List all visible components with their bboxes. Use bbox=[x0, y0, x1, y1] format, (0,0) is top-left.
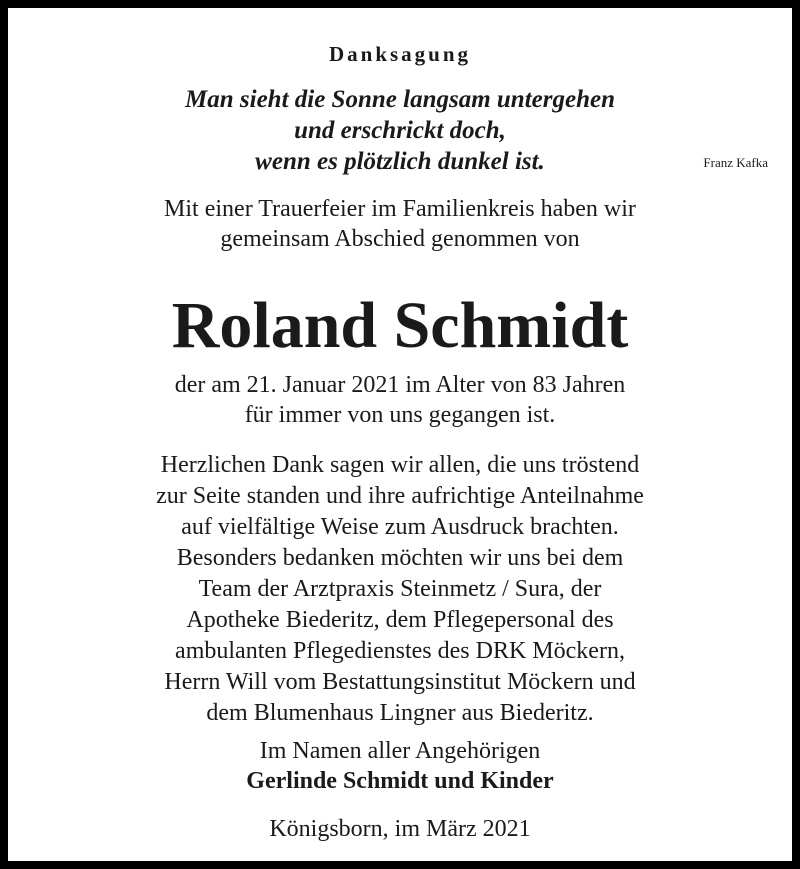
thanks-line-7: ambulanten Pflegedienstes des DRK Möckern, bbox=[175, 638, 625, 664]
thanks-line-1: Herzlichen Dank sagen wir allen, die uns tröstend bbox=[160, 452, 640, 478]
heading: Danksagung bbox=[328, 42, 472, 66]
thanks-line-2: zur Seite standen und ihre aufrichtige Anteilnahme bbox=[156, 483, 644, 509]
death-info-line-1: der am 21. Januar 2021 im Alter von 83 Jahren bbox=[174, 372, 626, 398]
thanks-line-8: Herrn Will vom Bestattungsinstitut Möckern und bbox=[164, 669, 636, 695]
thanks-line-6: Apotheke Biederitz, dem Pflegepersonal des bbox=[186, 607, 614, 633]
quote-line-1: Man sieht die Sonne langsam untergehen bbox=[185, 86, 615, 113]
thanks-line-5: Team der Arztpraxis Steinmetz / Sura, der bbox=[198, 576, 602, 602]
thanks-line-4: Besonders bedanken möchten wir uns bei dem bbox=[176, 545, 624, 571]
intro-line-1: Mit einer Trauerfeier im Familienkreis haben wir bbox=[164, 196, 636, 222]
quote-line-3: wenn es plötzlich dunkel ist. bbox=[255, 148, 545, 175]
signature-line-2: Gerlinde Schmidt und Kinder bbox=[246, 768, 554, 794]
thanks-line-9: dem Blumenhaus Lingner aus Biederitz. bbox=[206, 700, 594, 726]
quote-line-2: und erschrickt doch, bbox=[294, 117, 506, 144]
thanks-line-3: auf vielfältige Weise zum Ausdruck brachten. bbox=[181, 514, 619, 540]
intro-line-2: gemeinsam Abschied genommen von bbox=[220, 226, 580, 252]
place-date: Königsborn, im März 2021 bbox=[269, 816, 531, 842]
death-info-line-2: für immer von uns gegangen ist. bbox=[244, 402, 556, 428]
quote-author: Franz Kafka bbox=[703, 155, 768, 170]
deceased-name: Roland Schmidt bbox=[171, 289, 629, 362]
signature-line-1: Im Namen aller Angehörigen bbox=[259, 738, 541, 764]
